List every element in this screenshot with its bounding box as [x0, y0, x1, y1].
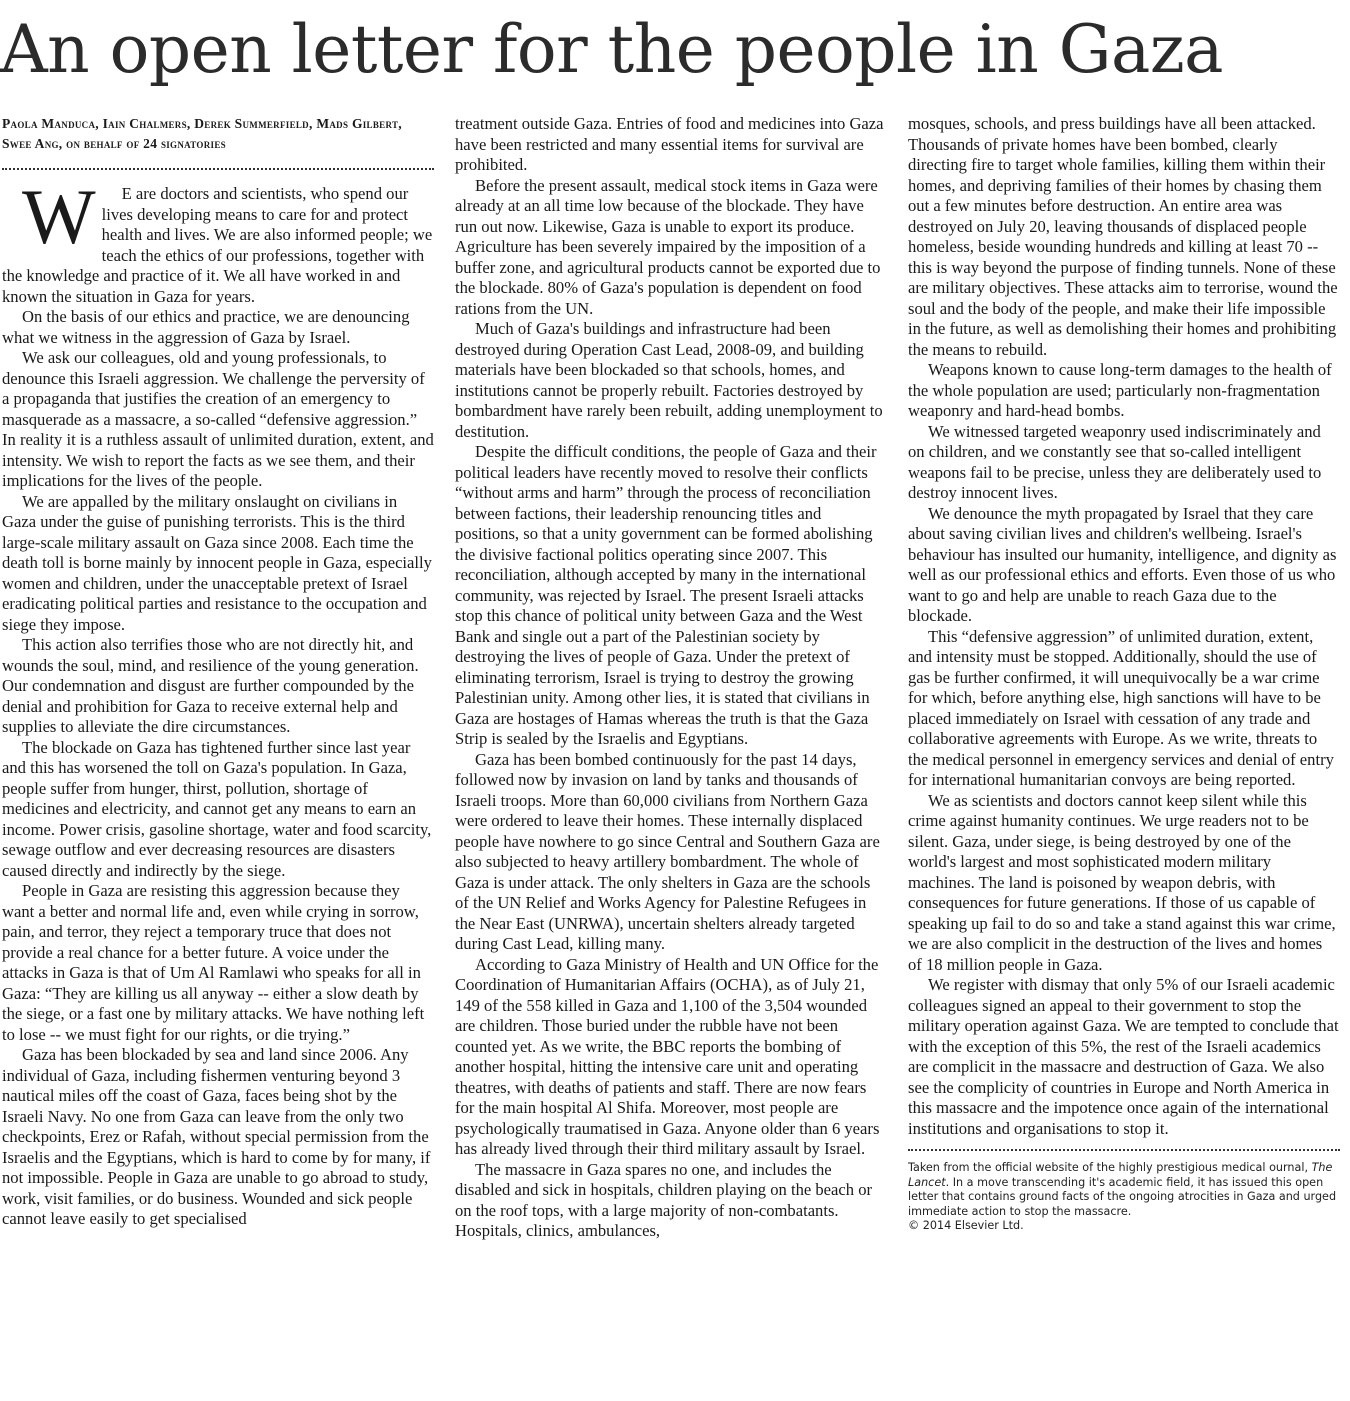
- column-3: [908, 114, 1340, 1401]
- paragraph: We as scientists and doctors cannot keep silent while this crime against humanity continues. We urge readers not to be silent. Gaza, under siege, is being destroyed by one of the world's largest and most sophisticated modern military machines. The land is poisoned by weapon debris, with consequences for future generations. If those of us capable of speaking up fail to do so and take a stand against this war crime, we are also complicit in the destruction of the lives and homes of 18 million people in Gaza.: [908, 790, 1336, 974]
- lead-text: E are doctors and scientists, who spend our lives developing means to care for and protect health and lives. We are also informed people; we teach the ethics of our professions, together with the knowledge and practice of it. We all have worked in and known the situation in Gaza for years.: [2, 184, 433, 306]
- copyright: © 2014 Elsevier Ltd.: [908, 1219, 1024, 1232]
- paragraph: Much of Gaza's buildings and infrastructure had been destroyed during Operation Cast Lead, 2008-09, and building materials have been blockaded so that schools, homes, and institutions cannot be properly rebuilt. Factories destroyed by bombardment have rarely been rebuilt, adding unemployment to destitution.: [455, 319, 883, 441]
- paragraph: According to Gaza Ministry of Health and UN Office for the Coordination of Humanitarian Affairs (OCHA), as of July 21, 149 of the 558 killed in Gaza and 1,100 of the 3,504 wounded are children. Those buried under the rubble have not been counted yet. As we write, the BBC reports the bombing of another hospital, hitting the intensive care unit and operating theatres, with deaths of patients and staff. There are now fears for the main hospital Al Shifa. Moreover, most people are psychologically traumatised in Gaza. Anyone older than 6 years has already lived through their third military assault by Israel.: [455, 954, 880, 1158]
- drop-cap: W: [22, 173, 96, 260]
- paragraph: This “defensive aggression” of unlimited duration, extent, and intensity must be stopped. Additionally, should the use of gas be further confirmed, it will unequivocally be a war crime for which, before anything else, high sanctions will have to be placed immediately on Israel with cessation of any trade and collaborative agreements with Europe. As we write, threats to the medical personnel in emergency services and denial of entry for international humanitarian convoys are being reported.: [908, 626, 1334, 789]
- paragraph: This action also terrifies those who are not directly hit, and wounds the soul, mind, and resilience of the young generation. Our condemnation and disgust are further compounded by the denial and prohibition for Gaza to receive external help and supplies to alleviate the dire circumstances.: [2, 635, 419, 736]
- paragraph: We ask our colleagues, old and young professionals, to denounce this Israeli aggression. We challenge the perversity of a propaganda that justifies the creation of an emergency to masquerade as a massacre, a so-called “defensive aggression.” In reality it is a ruthless assault of unlimited duration, extent, and intensity. We wish to report the facts as we see them, and their implications for the lives of the people.: [2, 348, 434, 490]
- column-2: [455, 114, 887, 1401]
- paragraph: Weapons known to cause long-term damages to the health of the whole population are used; particularly non-fragmentation weaponry and hard-head bombs.: [908, 360, 1332, 420]
- paragraph: We register with dismay that only 5% of our Israeli academic colleagues signed an appeal to their government to stop the military operation against Gaza. We are tempted to conclude that with the exception of this 5%, the rest of the Israeli academics are complicit in the massacre and destruction of Gaza. We also see the complicity of countries in Europe and North America in this massacre and the impotence once again of the international institutions and organisations to stop it.: [908, 975, 1339, 1138]
- source-footnote: [908, 1161, 1340, 1234]
- byline-divider: [2, 168, 434, 170]
- paragraph: Gaza has been bombed continuously for the past 14 days, followed now by invasion on land by tanks and thousands of Israeli troops. More than 60,000 civilians from Northern Gaza were ordered to leave their homes. These internally displaced people have nowhere to go since Central and Southern Gaza are also subjected to heavy artillery bombardment. The whole of Gaza is under attack. The only shelters in Gaza are the schools of the UN Relief and Works Agency for Palestine Refugees in the Near East (UNRWA), uncertain shelters already targeted during Cast Lead, killing many.: [455, 749, 880, 953]
- paragraph: Before the present assault, medical stock items in Gaza were already at an all time low because of the blockade. They have run out now. Likewise, Gaza is unable to export its produce. Agriculture has been severely impaired by the imposition of a buffer zone, and agricultural products cannot be exported due to the blockade. 80% of Gaza's population is dependent on food rations from the UN.: [455, 175, 881, 318]
- footnote-divider: [908, 1149, 1340, 1151]
- paragraph: On the basis of our ethics and practice, we are denouncing what we witness in the aggression of Gaza by Israel.: [2, 307, 410, 347]
- paragraph: We are appalled by the military onslaught on civilians in Gaza under the guise of punishing terrorists. This is the third large-scale military assault on Gaza since 2008. Each time the death toll is borne mainly by innocent people in Gaza, especially women and children, under the unacceptable pretext of Israel eradicating political parties and resistance to the occupation and siege they impose.: [2, 491, 432, 634]
- column-1: [2, 114, 434, 1401]
- footnote-text-end: . In a move transcending it's academic field, it has issued this open letter that contains ground facts of the ongoing atrocities in Gaza and urged immediate action to stop the massacre.: [908, 1175, 1337, 1218]
- paragraph: The blockade on Gaza has tightened further since last year and this has worsened the toll on Gaza's population. In Gaza, people suffer from hunger, thirst, pollution, shortage of medicines and electricity, and cannot get any means to earn an income. Power crisis, gasoline shortage, water and food scarcity, sewage outflow and ever decreasing resources are disasters caused directly and indirectly by the siege.: [2, 737, 432, 880]
- paragraph: Gaza has been blockaded by sea and land since 2006. Any individual of Gaza, including fishermen venturing beyond 3 nautical miles off the coast of Gaza, faces being shot by the Israeli Navy. No one from Gaza can leave from the only two checkpoints, Erez or Rafah, without special permission from the Israelis and the Egyptians, which is hard to come by for many, if not impossible. People in Gaza are unable to go abroad to study, work, visit families, or do business. Wounded and sick people cannot leave easily to get specialised: [2, 1045, 431, 1228]
- paragraph: People in Gaza are resisting this aggression because they want a better and normal life and, even while crying in sorrow, pain, and terror, they reject a temporary truce that does not provide a real chance for a better future. A voice under the attacks in Gaza is that of Um Al Ramlawi who speaks for all in Gaza: “They are killing us all anyway -- either a slow death by the siege, or a fast one by military attacks. We have nothing left to lose -- we must fight for our rights, or die trying.”: [2, 881, 425, 1044]
- paragraph: The massacre in Gaza spares no one, and includes the disabled and sick in hospitals, children playing on the beach or on the roof tops, with a large majority of non-combatants. Hospitals, clinics, ambulances,: [455, 1159, 873, 1240]
- journal-name: The Lancet: [908, 1161, 1333, 1189]
- paragraph: We denounce the myth propagated by Israel that they care about saving civilian lives and children's wellbeing. Israel's behaviour has insulted our humanity, intelligence, and dignity as well as our professional ethics and efforts. Even those of us who want to go and help are unable to reach Gaza due to the blockade.: [908, 503, 1337, 625]
- byline: Paola Manduca, Iain Chalmers, Derek Summerfield, Mads Gilbert, Swee Ang, on behalf of 24 signatories: [2, 116, 402, 151]
- paragraph-continued: treatment outside Gaza. Entries of food and medicines into Gaza have been restricted and many essential items for survival are prohibited.: [455, 114, 884, 174]
- article-title: An open letter for the people in Gaza: [0, 11, 1223, 88]
- footnote-text: Taken from the official website of the highly prestigious medical ournal,: [908, 1161, 1312, 1174]
- paragraph: We witnessed targeted weaponry used indiscriminately and on children, and we constantly see that so-called intelligent weapons fail to be precise, unless they are deliberately used to destroy innocent lives.: [908, 421, 1322, 502]
- lead-paragraph: [2, 173, 434, 307]
- paragraph-continued: mosques, schools, and press buildings have all been attacked. Thousands of private homes have been bombed, clearly directing fire to target whole families, killing them within their homes, and depriving families of their homes by chasing them out a few minutes before destruction. An entire area was destroyed on July 20, leaving thousands of displaced people homeless, beside wounding hundreds and killing at least 70 -- this is way beyond the purpose of finding tunnels. None of these are military objectives. These attacks aim to terrorise, wound the soul and the body of the people, and make their life impossible in the future, as well as demolishing their homes and prohibiting the means to rebuild.: [908, 114, 1338, 359]
- paragraph: Despite the difficult conditions, the people of Gaza and their political leaders have recently moved to resolve their conflicts “without arms and harm” through the process of reconciliation between factions, their leadership renouncing titles and positions, so that a unity government can be formed abolishing the divisive factional politics operating since 2007. This reconciliation, although accepted by many in the international community, was rejected by Israel. The present Israeli attacks stop this chance of political unity between Gaza and the West Bank and single out a part of the Palestinian society by destroying the lives of people of Gaza. Under the pretext of eliminating terrorism, Israel is trying to destroy the growing Palestinian unity. Among other lies, it is stated that civilians in Gaza are hostages of Hamas whereas the truth is that the Gaza Strip is sealed by the Israelis and Egyptians.: [455, 442, 877, 748]
